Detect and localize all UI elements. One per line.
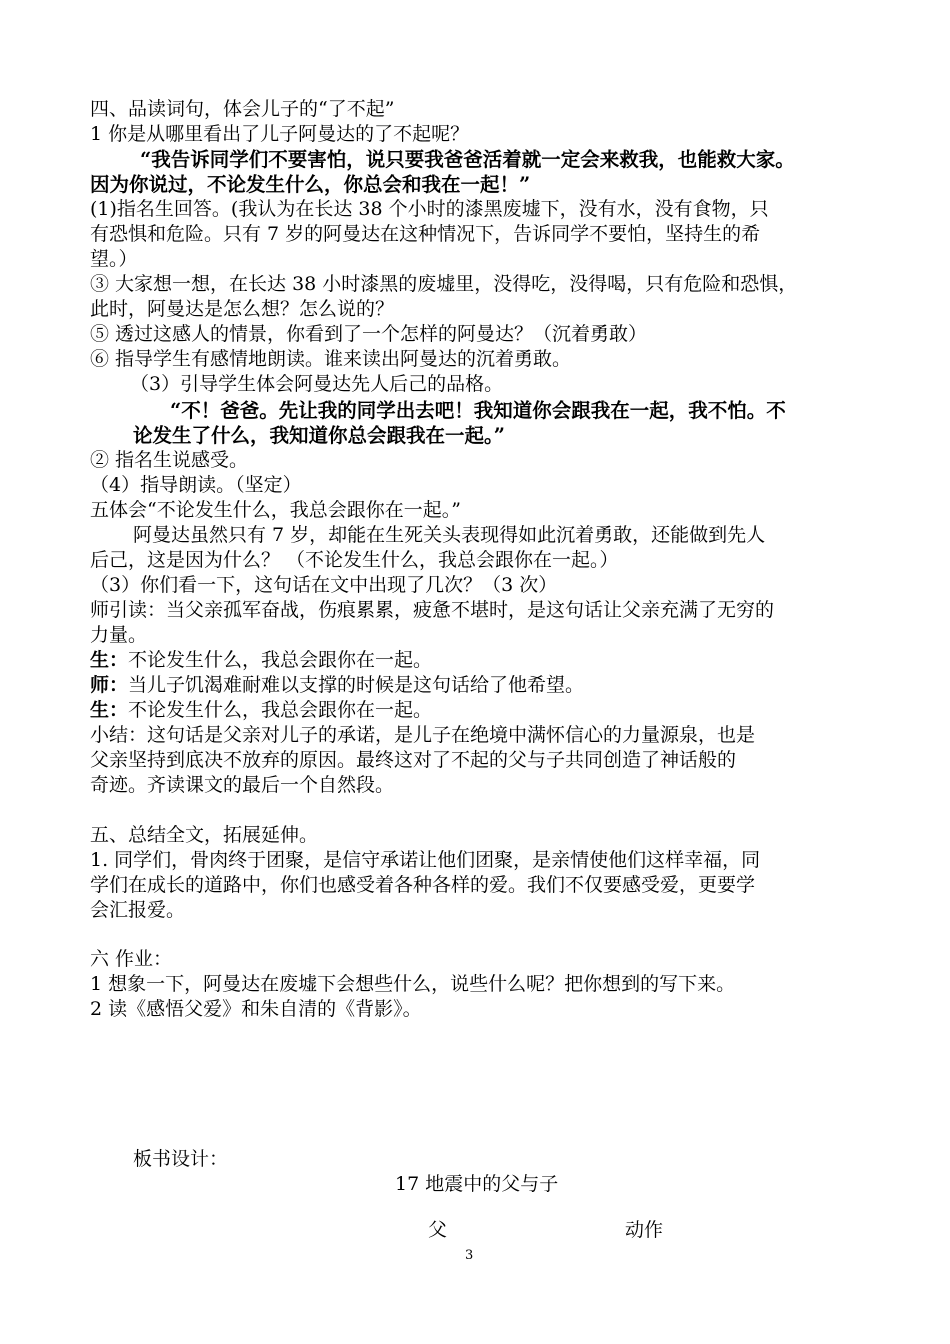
dialogue-student-2	[90, 698, 870, 723]
speaker-label: 生：	[90, 699, 129, 721]
question-1: 1 你是从哪里看出了儿子阿曼达的了不起呢？	[90, 123, 470, 145]
paragraph-1-line-3: 望。）	[90, 248, 138, 270]
board-right-item: 动作	[625, 1219, 664, 1241]
quote-1-line-2: 因为你说过，不论发生什么，你总会和我在一起！”	[90, 173, 531, 196]
paragraph-3-line-2: 此时，阿曼达是怎么想？怎么说的？	[90, 298, 395, 320]
board-left-item: 父	[428, 1219, 448, 1241]
quote-2-line-2: 论发生了什么，我知道你总会跟我在一起。”	[133, 424, 505, 447]
paragraph-3-line-1: ③ 大家想一想，在长达 38 小时漆黑的废墟里，没得吃，没得喝，只有危险和恐惧，	[90, 273, 798, 295]
section-5b-heading: 五、总结全文，拓展延伸。	[90, 824, 319, 846]
section-5a-heading: 五体会“不论发生什么，我总会跟你在一起。”	[90, 499, 461, 521]
dialogue-text: 不论发生什么，我总会跟你在一起。	[128, 649, 433, 671]
paragraph-1-line-2: 有恐惧和危险。只有 7 岁的阿曼达在这种情况下，告诉同学不要怕，坚持生的希	[90, 223, 761, 245]
paragraph-5: ⑤ 透过这感人的情景，你看到了一个怎样的阿曼达？（沉着勇敢）	[90, 323, 648, 345]
paragraph-step-3: （3）引导学生体会阿曼达先人后己的品格。	[130, 373, 504, 395]
quote-2-line-1: “不！爸爸。先让我的同学出去吧！我知道你会跟我在一起，我不怕。不	[170, 399, 786, 422]
paragraph-6: ⑥ 指导学生有感情地朗读。谁来读出阿曼达的沉着勇敢。	[90, 348, 572, 370]
paragraph-step-4: （4）指导朗读。（坚定）	[90, 474, 302, 496]
dialogue-teacher-2	[90, 673, 870, 698]
speaker-label: 生：	[90, 649, 129, 671]
section-5b-line-1: 1. 同学们，骨肉终于团聚，是信守承诺让他们团聚，是亲情使他们这样幸福，同	[90, 849, 761, 871]
board-title: 17 地震中的父与子	[395, 1173, 559, 1195]
summary-line-3: 奇迹。齐读课文的最后一个自然段。	[90, 774, 395, 796]
board-design-label: 板书设计：	[133, 1148, 229, 1170]
section-6-heading: 六 作业：	[90, 948, 173, 970]
teacher-reading-line-2: 力量。	[90, 624, 148, 646]
paragraph-2: ② 指名生说感受。	[90, 449, 249, 471]
section-4-heading: 四、品读词句，体会儿子的“了不起”	[90, 98, 395, 120]
homework-2: 2 读《感悟父爱》和朱自清的《背影》。	[90, 998, 422, 1020]
quote-1-line-1: “我告诉同学们不要害怕，说只要我爸爸活着就一定会来救我，也能救大家。	[140, 148, 795, 171]
summary-line-1: 小结：这句话是父亲对儿子的承诺，是儿子在绝境中满怀信心的力量源泉，也是	[90, 724, 756, 746]
dialogue-text: 不论发生什么，我总会跟你在一起。	[128, 699, 433, 721]
paragraph-amanda-line-1: 阿曼达虽然只有 7 岁，却能在生死关头表现得如此沉着勇敢，还能做到先人	[133, 524, 766, 546]
summary-line-2: 父亲坚持到底决不放弃的原因。最终这对了不起的父与子共同创造了神话般的	[90, 749, 737, 771]
section-5b-line-3: 会汇报爱。	[90, 899, 186, 921]
dialogue-student-1	[90, 648, 870, 673]
section-5b-line-2: 学们在成长的道路中，你们也感受着各种各样的爱。我们不仅要感受爱，更要学	[90, 874, 756, 896]
homework-1: 1 想象一下，阿曼达在废墟下会想些什么，说些什么呢？把你想到的写下来。	[90, 973, 736, 995]
dialogue-text: 当儿子饥渴难耐难以支撑的时候是这句话给了他希望。	[128, 674, 585, 696]
paragraph-1-line-1: (1)指名生回答。(我认为在长达 38 个小时的漆黑废墟下，没有水，没有食物，只	[90, 198, 769, 220]
speaker-label: 师：	[90, 674, 129, 696]
teacher-reading-line-1: 师引读：当父亲孤军奋战，伤痕累累，疲惫不堪时，是这句话让父亲充满了无穷的	[90, 599, 775, 621]
paragraph-step-3b: （3）你们看一下，这句话在文中出现了几次？（3 次）	[90, 574, 558, 596]
page-number: 3	[465, 1248, 474, 1263]
paragraph-amanda-line-2: 后己，这是因为什么？ （不论发生什么，我总会跟你在一起。）	[90, 549, 619, 571]
